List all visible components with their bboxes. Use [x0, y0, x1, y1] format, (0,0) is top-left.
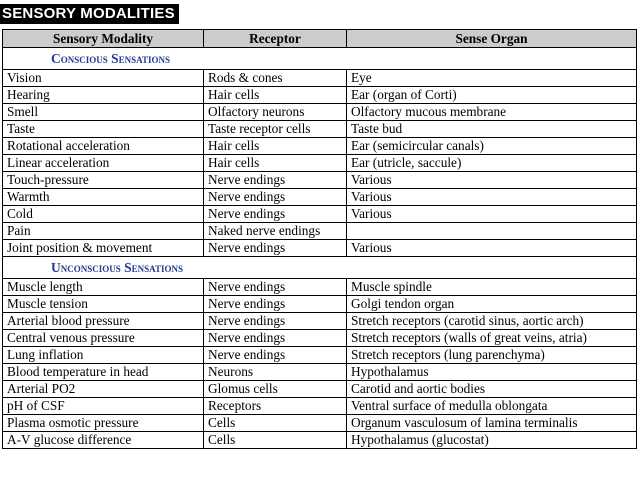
cell-sense-organ: Olfactory mucous membrane: [347, 104, 637, 121]
cell-sense-organ: Stretch receptors (walls of great veins, atria): [347, 330, 637, 347]
cell-receptor: Hair cells: [204, 87, 347, 104]
cell-sense-organ: Various: [347, 172, 637, 189]
table-row: [3, 364, 637, 381]
section-heading-row: [3, 257, 637, 279]
cell-receptor: Nerve endings: [204, 347, 347, 364]
table-row: [3, 138, 637, 155]
cell-receptor: Hair cells: [204, 138, 347, 155]
table-row: [3, 240, 637, 257]
table-row: [3, 381, 637, 398]
cell-sense-organ: Eye: [347, 70, 637, 87]
table-row: [3, 223, 637, 240]
cell-receptor: Receptors: [204, 398, 347, 415]
table-row: [3, 155, 637, 172]
cell-sensory-modality: Muscle length: [3, 279, 204, 296]
cell-sensory-modality: Taste: [3, 121, 204, 138]
cell-sense-organ: Ear (semicircular canals): [347, 138, 637, 155]
header-sensory-modality: Sensory Modality: [3, 30, 204, 48]
table-row: [3, 172, 637, 189]
cell-receptor: Nerve endings: [204, 313, 347, 330]
cell-sensory-modality: A-V glucose difference: [3, 432, 204, 449]
cell-receptor: Nerve endings: [204, 172, 347, 189]
cell-sense-organ: Various: [347, 240, 637, 257]
cell-sensory-modality: Rotational acceleration: [3, 138, 204, 155]
cell-receptor: Glomus cells: [204, 381, 347, 398]
table-row: [3, 432, 637, 449]
cell-sensory-modality: Vision: [3, 70, 204, 87]
cell-receptor: Nerve endings: [204, 240, 347, 257]
table-row: [3, 121, 637, 138]
table-row: [3, 70, 637, 87]
header-sense-organ: Sense Organ: [347, 30, 637, 48]
table-row: [3, 398, 637, 415]
cell-sensory-modality: Central venous pressure: [3, 330, 204, 347]
section-heading-row: [3, 48, 637, 70]
cell-receptor: Neurons: [204, 364, 347, 381]
table-row: [3, 279, 637, 296]
cell-receptor: Cells: [204, 432, 347, 449]
cell-sense-organ: Ear (utricle, saccule): [347, 155, 637, 172]
cell-receptor: Naked nerve endings: [204, 223, 347, 240]
cell-sense-organ: Stretch receptors (carotid sinus, aortic arch): [347, 313, 637, 330]
cell-sense-organ: Golgi tendon organ: [347, 296, 637, 313]
sensory-modalities-table: [2, 29, 637, 449]
cell-sensory-modality: Joint position & movement: [3, 240, 204, 257]
table-row: [3, 415, 637, 432]
cell-sensory-modality: Blood temperature in head: [3, 364, 204, 381]
cell-sense-organ: Hypothalamus: [347, 364, 637, 381]
table-header-row: [3, 30, 637, 48]
cell-sensory-modality: Arterial PO2: [3, 381, 204, 398]
cell-sense-organ: Muscle spindle: [347, 279, 637, 296]
cell-receptor: Cells: [204, 415, 347, 432]
cell-sense-organ: Taste bud: [347, 121, 637, 138]
section-heading: Conscious Sensations: [3, 48, 637, 70]
cell-sensory-modality: Linear acceleration: [3, 155, 204, 172]
table-row: [3, 347, 637, 364]
cell-receptor: Nerve endings: [204, 206, 347, 223]
table-body: [3, 48, 637, 449]
cell-sense-organ: Various: [347, 189, 637, 206]
page-title: SENSORY MODALITIES: [0, 4, 179, 24]
cell-receptor: Nerve endings: [204, 296, 347, 313]
cell-sense-organ: Stretch receptors (lung parenchyma): [347, 347, 637, 364]
cell-sense-organ: Ear (organ of Corti): [347, 87, 637, 104]
cell-sense-organ: Organum vasculosum of lamina terminalis: [347, 415, 637, 432]
cell-sensory-modality: Touch-pressure: [3, 172, 204, 189]
table-row: [3, 206, 637, 223]
table-row: [3, 296, 637, 313]
cell-sensory-modality: Muscle tension: [3, 296, 204, 313]
cell-sensory-modality: Plasma osmotic pressure: [3, 415, 204, 432]
cell-sensory-modality: Smell: [3, 104, 204, 121]
cell-sensory-modality: Lung inflation: [3, 347, 204, 364]
cell-sense-organ: [347, 223, 637, 240]
cell-receptor: Hair cells: [204, 155, 347, 172]
cell-receptor: Nerve endings: [204, 330, 347, 347]
cell-sense-organ: Carotid and aortic bodies: [347, 381, 637, 398]
header-receptor: Receptor: [204, 30, 347, 48]
table-row: [3, 330, 637, 347]
table-row: [3, 189, 637, 206]
cell-receptor: Nerve endings: [204, 189, 347, 206]
table-row: [3, 313, 637, 330]
cell-sense-organ: Ventral surface of medulla oblongata: [347, 398, 637, 415]
cell-sensory-modality: pH of CSF: [3, 398, 204, 415]
cell-sensory-modality: Pain: [3, 223, 204, 240]
section-heading: Unconscious Sensations: [3, 257, 637, 279]
cell-sensory-modality: Cold: [3, 206, 204, 223]
cell-sensory-modality: Hearing: [3, 87, 204, 104]
table-row: [3, 87, 637, 104]
cell-receptor: Olfactory neurons: [204, 104, 347, 121]
cell-sense-organ: Various: [347, 206, 637, 223]
cell-receptor: Rods & cones: [204, 70, 347, 87]
cell-sensory-modality: Warmth: [3, 189, 204, 206]
cell-receptor: Nerve endings: [204, 279, 347, 296]
table-row: [3, 104, 637, 121]
cell-receptor: Taste receptor cells: [204, 121, 347, 138]
cell-sense-organ: Hypothalamus (glucostat): [347, 432, 637, 449]
cell-sensory-modality: Arterial blood pressure: [3, 313, 204, 330]
